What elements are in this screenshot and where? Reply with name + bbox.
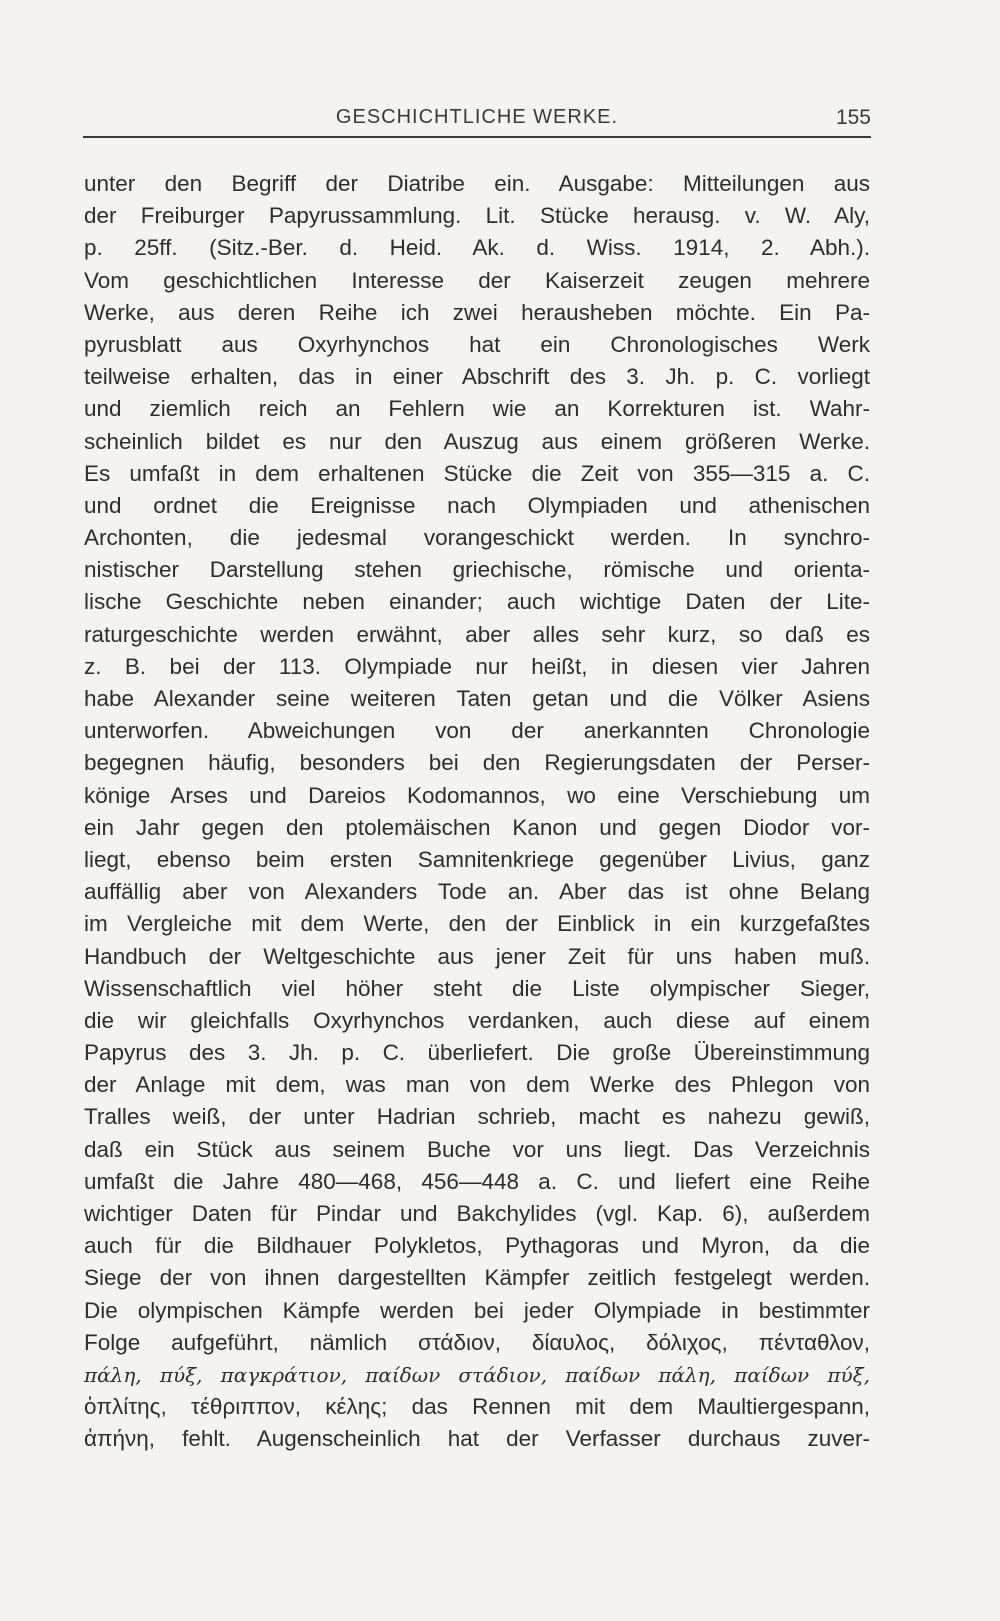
text-line: die wir gleichfalls Oxyrhynchos verdanken, auch diese auf einem bbox=[84, 1007, 870, 1033]
text-line: könige Arses und Dareios Kodomannos, wo eine Verschiebung um bbox=[84, 782, 870, 808]
text-line: Werke, aus deren Reihe ich zwei herausheben möchte. Ein Pa- bbox=[84, 299, 870, 325]
text-line: auffällig aber von Alexanders Tode an. Aber das ist ohne Belang bbox=[84, 879, 870, 905]
text-line: Papyrus des 3. Jh. p. C. überliefert. Die große Übereinstimmung bbox=[84, 1040, 870, 1066]
text-line: ὁπλίτης, τέθριππον, κέλης; das Rennen mit dem Maultiergespann, bbox=[84, 1394, 870, 1420]
text-line: p. 25ff. (Sitz.-Ber. d. Heid. Ak. d. Wiss. 1914, 2. Abh.). bbox=[84, 235, 870, 261]
body-text bbox=[84, 168, 870, 1456]
text-line: raturgeschichte werden erwähnt, aber alles sehr kurz, so daß es bbox=[84, 621, 870, 647]
text-line: Siege der von ihnen dargestellten Kämpfer zeitlich festgelegt werden. bbox=[84, 1265, 870, 1291]
text-line: pyrusblatt aus Oxyrhynchos hat ein Chronologisches Werk bbox=[84, 331, 870, 357]
text-line: ein Jahr gegen den ptolemäischen Kanon und gegen Diodor vor- bbox=[84, 814, 870, 840]
text-line: nistischer Darstellung stehen griechische, römische und orienta- bbox=[84, 557, 870, 583]
page-number: 155 bbox=[835, 106, 871, 129]
text-line: liegt, ebenso beim ersten Samnitenkriege gegenüber Livius, ganz bbox=[84, 846, 870, 872]
text-line: habe Alexander seine weiteren Taten getan und die Völker Asiens bbox=[84, 686, 870, 711]
text-line: Handbuch der Weltgeschichte aus jener Zeit für uns haben muß. bbox=[84, 943, 870, 969]
text-line: unterworfen. Abweichungen von der anerkannten Chronologie bbox=[84, 718, 870, 744]
text-line: Die olympischen Kämpfe werden bei jeder Olympiade in bestimmter bbox=[84, 1297, 870, 1323]
text-line: daß ein Stück aus seinem Buche vor uns liegt. Das Verzeichnis bbox=[84, 1136, 870, 1162]
text-line: πάλη, πύξ, παγκράτιον, παίδων στάδιον, παίδων πάλη, παίδων πύξ, bbox=[84, 1362, 870, 1387]
text-line: im Vergleiche mit dem Werte, den der Einblick in ein kurzgefaßtes bbox=[84, 911, 870, 937]
text-line: Folge aufgeführt, nämlich στάδιον, δίαυλος, δόλιχος, πένταθλον, bbox=[84, 1329, 870, 1355]
text-line: lische Geschichte neben einander; auch wichtige Daten der Lite- bbox=[84, 589, 870, 615]
text-line: umfaßt die Jahre 480—468, 456—448 a. C. und liefert eine Reihe bbox=[84, 1168, 870, 1194]
text-line: Wissenschaftlich viel höher steht die Liste olympischer Sieger, bbox=[84, 975, 870, 1001]
text-line: Es umfaßt in dem erhaltenen Stücke die Zeit von 355—315 a. C. bbox=[84, 460, 870, 486]
text-line: der Anlage mit dem, was man von dem Werke des Phlegon von bbox=[84, 1072, 870, 1098]
text-line: der Freiburger Papyrussammlung. Lit. Stücke herausg. v. W. Aly, bbox=[84, 203, 870, 229]
text-line: Archonten, die jedesmal vorangeschickt werden. In synchro- bbox=[84, 525, 870, 551]
text-line: Vom geschichtlichen Interesse der Kaiserzeit zeugen mehrere bbox=[84, 267, 870, 293]
text-line: wichtiger Daten für Pindar und Bakchylides (vgl. Kap. 6), außerdem bbox=[84, 1201, 870, 1226]
text-line: teilweise erhalten, das in einer Abschrift des 3. Jh. p. C. vorliegt bbox=[84, 364, 870, 390]
running-title: GESCHICHTLICHE WERKE. bbox=[335, 106, 619, 128]
text-line: begegnen häufig, besonders bei den Regierungsdaten der Perser- bbox=[84, 750, 870, 776]
page-header bbox=[83, 106, 871, 138]
text-line: Tralles weiß, der unter Hadrian schrieb, macht es nahezu gewiß, bbox=[84, 1104, 870, 1130]
text-line: und ziemlich reich an Fehlern wie an Korrekturen ist. Wahr- bbox=[84, 396, 870, 422]
text-line: ἀπήνη, fehlt. Augenscheinlich hat der Verfasser durchaus zuver- bbox=[84, 1426, 870, 1452]
text-line: unter den Begriff der Diatribe ein. Ausgabe: Mitteilungen aus bbox=[84, 171, 870, 196]
text-line: z. B. bei der 113. Olympiade nur heißt, in diesen vier Jahren bbox=[84, 653, 870, 679]
text-line: scheinlich bildet es nur den Auszug aus einem größeren Werke. bbox=[84, 428, 870, 454]
text-line: und ordnet die Ereignisse nach Olympiaden und athenischen bbox=[84, 492, 870, 518]
text-line: auch für die Bildhauer Polykletos, Pythagoras und Myron, da die bbox=[84, 1233, 870, 1259]
